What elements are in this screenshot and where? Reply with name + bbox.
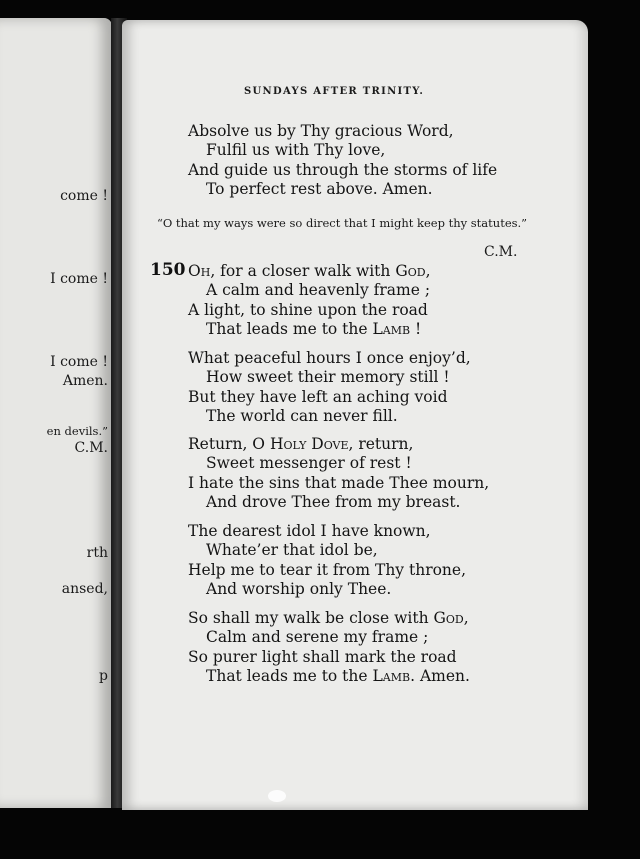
verse-line (188, 435, 489, 454)
stanza-top (188, 122, 497, 200)
left-fragment-4: Amen. (62, 373, 108, 389)
stanza-2 (188, 349, 471, 427)
verse-line: A calm and heavenly frame ; (206, 281, 431, 300)
verse-line: Help me to tear it from Thy throne, (188, 560, 467, 579)
verse-line (188, 667, 470, 686)
left-fragment-7: rth (86, 545, 108, 561)
epigraph: “O that my ways were so direct that I might keep thy statutes.” (156, 216, 528, 230)
running-head: SUNDAYS AFTER TRINITY. (244, 86, 425, 97)
left-fragment-5: en devils.” (46, 424, 108, 438)
divine-name: God (433, 609, 464, 627)
verse-text: . Amen. (410, 667, 470, 686)
verse-line (188, 262, 431, 281)
divine-name: Lamb (372, 320, 411, 339)
verse-line: A light, to shine upon the road (188, 300, 428, 319)
verse-line: And guide us through the storms of life (188, 160, 498, 179)
left-fragment-3: I come ! (50, 354, 108, 370)
verse-text: , return, (348, 435, 414, 453)
stanza-4 (188, 522, 466, 600)
verse-line: But they have left an aching void (188, 387, 448, 406)
verse-text: So shall my walk be close with (188, 609, 434, 627)
verse-text: Return, O (188, 435, 270, 453)
verse-line: The dearest idol I have known, (188, 522, 431, 540)
verse-line (188, 320, 431, 339)
verse-line: Sweet messenger of rest ! (206, 454, 412, 473)
verse-line: I hate the sins that made Thee mourn, (188, 473, 490, 492)
verse-line: The world can never fill. (206, 407, 398, 426)
verse-line: How sweet their memory still ! (206, 368, 450, 387)
first-word: Oh (188, 262, 211, 280)
verse-line (188, 609, 470, 628)
verse-text: , for a closer walk with (210, 262, 396, 280)
divine-name: Lamb (372, 667, 411, 686)
verse-line: So purer light shall mark the road (188, 647, 457, 666)
left-fragment-6: C.M. (74, 440, 108, 456)
verse-line: Absolve us by Thy gracious Word, (188, 122, 454, 140)
paper-blemish (268, 790, 286, 802)
verse-line: And drove Thee from my breast. (206, 493, 461, 512)
verse-line: Whate’er that idol be, (206, 541, 378, 560)
hymn-number: 150 (150, 260, 186, 280)
verse-line: And worship only Thee. (206, 580, 392, 599)
verse-text: ! (410, 320, 422, 339)
stanza-3 (188, 435, 489, 513)
verse-line: To perfect rest above. Amen. (206, 180, 433, 199)
meter-label: C.M. (484, 244, 518, 260)
left-page (0, 18, 112, 808)
left-fragment-1: come ! (60, 188, 108, 204)
left-fragment-8: ansed, (61, 581, 108, 597)
left-fragment-2: I come ! (50, 271, 108, 287)
left-fragment-9: p (99, 668, 108, 684)
verse-text: That leads me to the (206, 320, 373, 339)
stanza-5 (188, 609, 470, 687)
stanza-1 (188, 262, 431, 340)
verse-text: , (425, 262, 431, 280)
divine-name: Holy Dove (269, 435, 349, 453)
verse-text: That leads me to the (206, 667, 373, 686)
divine-name: God (395, 262, 426, 280)
verse-line: Fulfil us with Thy love, (206, 141, 386, 160)
verse-text: , (463, 609, 469, 627)
verse-line: What peaceful hours I once enjoy’d, (188, 349, 471, 367)
verse-line: Calm and serene my frame ; (206, 628, 429, 647)
